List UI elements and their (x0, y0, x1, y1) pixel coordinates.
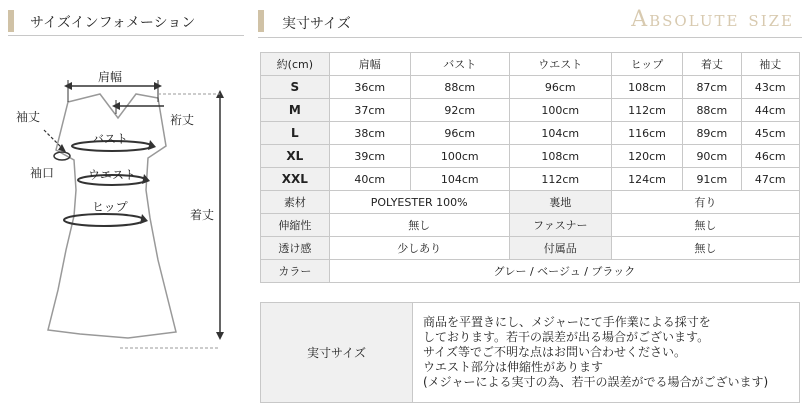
label-length: 着丈 (190, 208, 215, 222)
size-row-s (261, 76, 800, 99)
note-row (261, 303, 800, 403)
size-cell: 91cm (683, 168, 741, 191)
label-waist: ウエスト (88, 168, 137, 182)
size-label: L (261, 122, 330, 145)
label-shoulder: 肩幅 (98, 70, 123, 84)
size-cell: 88cm (410, 76, 509, 99)
fastener-value: 無し (611, 214, 799, 237)
header-sleeve: 袖丈 (741, 53, 799, 76)
size-cell: 38cm (329, 122, 410, 145)
color-label: カラー (261, 260, 330, 283)
size-label: XL (261, 145, 330, 168)
label-bust: バスト (92, 132, 129, 146)
size-table (260, 52, 800, 283)
material-row (261, 191, 800, 214)
header-accent-bar (8, 10, 14, 32)
size-row-xxl (261, 168, 800, 191)
color-value: グレー / ベージュ / ブラック (329, 260, 799, 283)
size-cell: 112cm (509, 168, 611, 191)
size-cell: 96cm (509, 76, 611, 99)
size-cell: 120cm (611, 145, 682, 168)
size-cell: 108cm (509, 145, 611, 168)
header-unit: 約(cm) (261, 53, 330, 76)
size-cell: 92cm (410, 99, 509, 122)
size-cell: 44cm (741, 99, 799, 122)
size-row-m (261, 99, 800, 122)
note-line: サイズ等でご不明な点はお問い合わせください。 (423, 345, 687, 359)
size-cell: 89cm (683, 122, 741, 145)
sheer-row (261, 237, 800, 260)
note-line: しております。若干の誤差が出る場合がございます。 (423, 330, 710, 344)
fastener-label: ファスナー (509, 214, 611, 237)
size-cell: 45cm (741, 122, 799, 145)
size-cell: 36cm (329, 76, 410, 99)
size-cell: 100cm (410, 145, 509, 168)
accessory-value: 無し (611, 237, 799, 260)
label-hip: ヒップ (92, 200, 128, 214)
brand-logo-text: Absolute size (631, 7, 794, 32)
note-line: 商品を平置きにし、メジャーにて手作業による採寸を (423, 315, 711, 329)
size-cell: 88cm (683, 99, 741, 122)
label-yuki: 裄丈 (170, 113, 195, 127)
note-label: 実寸サイズ (261, 303, 413, 403)
sheer-value: 少しあり (329, 237, 509, 260)
size-cell: 46cm (741, 145, 799, 168)
size-row-xl (261, 145, 800, 168)
lining-value: 有り (611, 191, 799, 214)
sheer-label: 透け感 (261, 237, 330, 260)
label-cuff: 袖口 (30, 166, 55, 180)
size-cell: 90cm (683, 145, 741, 168)
size-cell: 100cm (509, 99, 611, 122)
size-cell: 87cm (683, 76, 741, 99)
note-body (413, 303, 800, 403)
size-cell: 43cm (741, 76, 799, 99)
material-value: POLYESTER 100% (329, 191, 509, 214)
note-line: (メジャーによる実寸の為、若干の誤差がでる場合がございます) (423, 375, 769, 389)
accessory-label: 付属品 (509, 237, 611, 260)
size-label: S (261, 76, 330, 99)
size-cell: 124cm (611, 168, 682, 191)
material-label: 素材 (261, 191, 330, 214)
header-length: 着丈 (683, 53, 741, 76)
size-cell: 104cm (509, 122, 611, 145)
size-cell: 108cm (611, 76, 682, 99)
size-row-l (261, 122, 800, 145)
actual-size-title: 実寸サイズ (282, 16, 351, 32)
size-info-header (8, 6, 244, 36)
size-cell: 104cm (410, 168, 509, 191)
color-row (261, 260, 800, 283)
header-shoulder: 肩幅 (329, 53, 410, 76)
size-cell: 37cm (329, 99, 410, 122)
note-line: ウエスト部分は伸縮性があります (423, 360, 604, 374)
dress-measurement-diagram (8, 50, 244, 360)
size-cell: 47cm (741, 168, 799, 191)
size-cell: 96cm (410, 122, 509, 145)
label-sleeve-length: 袖丈 (16, 110, 41, 124)
size-cell: 39cm (329, 145, 410, 168)
stretch-row (261, 214, 800, 237)
size-cell: 116cm (611, 122, 682, 145)
header-accent-bar (258, 10, 264, 32)
size-table-header-row (261, 53, 800, 76)
size-label: M (261, 99, 330, 122)
stretch-label: 伸縮性 (261, 214, 330, 237)
header-hip: ヒップ (611, 53, 682, 76)
stretch-value: 無し (329, 214, 509, 237)
header-waist: ウエスト (509, 53, 611, 76)
size-label: XXL (261, 168, 330, 191)
header-bust: バスト (410, 53, 509, 76)
lining-label: 裏地 (509, 191, 611, 214)
note-table (260, 302, 800, 403)
actual-size-header (258, 6, 802, 38)
size-info-title: サイズインフォメーション (30, 15, 196, 31)
size-cell: 112cm (611, 99, 682, 122)
size-cell: 40cm (329, 168, 410, 191)
